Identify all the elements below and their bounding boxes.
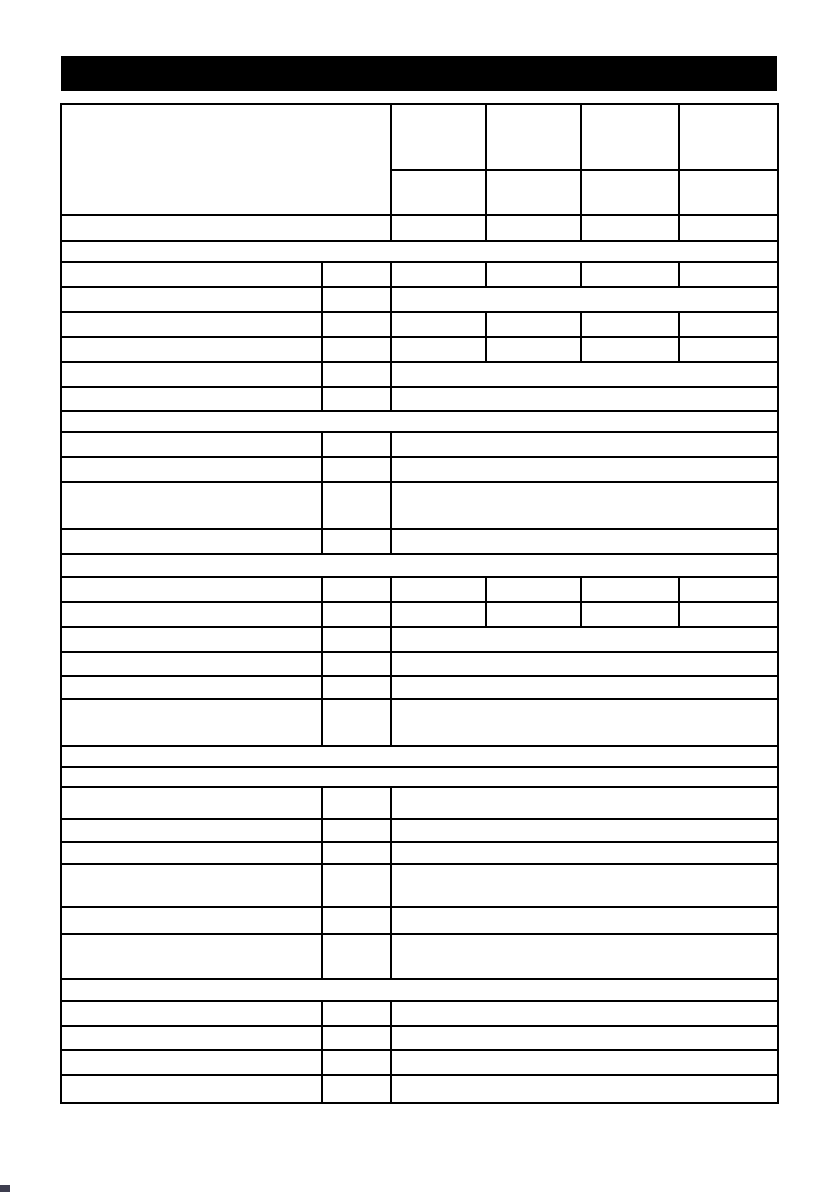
code-cell [323, 865, 392, 906]
header-col-cell [487, 105, 582, 169]
value-span-cell [392, 458, 777, 481]
table-row [62, 603, 777, 628]
code-cell [323, 388, 392, 410]
table-row [62, 1076, 777, 1102]
table-row [62, 338, 777, 363]
section-band-row [62, 768, 777, 788]
table-row [62, 820, 777, 843]
code-cell [323, 935, 392, 978]
label-cell [62, 1051, 323, 1074]
code-cell [323, 843, 392, 863]
code-cell [323, 628, 392, 651]
value-cell [392, 263, 487, 286]
title-bar [61, 56, 777, 91]
value-span-cell [392, 788, 777, 818]
label-cell [62, 388, 323, 410]
value-span-cell [392, 843, 777, 863]
table-row [62, 843, 777, 865]
value-span-cell [392, 288, 777, 311]
header-col-cell [680, 105, 777, 169]
label-cell [62, 865, 323, 906]
label-cell [62, 530, 323, 553]
value-cell [680, 338, 777, 361]
value-span-cell [392, 1027, 777, 1049]
value-cell [680, 216, 777, 240]
table-row [62, 263, 777, 288]
value-span-cell [392, 935, 777, 978]
table-header-row [62, 105, 777, 216]
code-cell [323, 313, 392, 336]
label-cell [62, 908, 323, 933]
code-cell [323, 433, 392, 456]
label-cell [62, 363, 323, 386]
label-cell [62, 483, 323, 528]
value-span-cell [392, 1076, 777, 1102]
value-span-cell [392, 483, 777, 528]
value-cell [582, 338, 680, 361]
section-band-row [62, 747, 777, 768]
header-col-cell [392, 105, 487, 169]
code-cell [323, 458, 392, 481]
table-row [62, 1002, 777, 1027]
label-cell [62, 433, 323, 456]
value-cell [487, 578, 582, 601]
value-cell [487, 216, 582, 240]
value-cell [392, 313, 487, 336]
code-cell [323, 603, 392, 626]
code-cell [323, 363, 392, 386]
value-span-cell [392, 388, 777, 410]
table-row [62, 1051, 777, 1076]
header-subrow [392, 105, 777, 171]
value-cell [680, 263, 777, 286]
table-row [62, 628, 777, 653]
table-row [62, 458, 777, 483]
table-row [62, 935, 777, 980]
value-span-cell [392, 653, 777, 675]
value-span-cell [392, 1051, 777, 1074]
value-cell [392, 578, 487, 601]
spec-table [60, 103, 779, 1104]
header-col-cell [392, 171, 487, 214]
header-col-cell [487, 171, 582, 214]
value-cell [392, 216, 487, 240]
table-row [62, 313, 777, 338]
code-cell [323, 338, 392, 361]
label-cell [62, 1002, 323, 1025]
value-cell [582, 313, 680, 336]
table-row [62, 288, 777, 313]
code-cell [323, 1051, 392, 1074]
code-cell [323, 1027, 392, 1049]
label-cell [62, 313, 323, 336]
value-cell [487, 338, 582, 361]
code-cell [323, 653, 392, 675]
table-row [62, 216, 777, 242]
label-cell [62, 700, 323, 745]
value-span-cell [392, 363, 777, 386]
section-band-row [62, 555, 777, 578]
label-cell [62, 263, 323, 286]
table-row [62, 388, 777, 412]
header-columns-group [392, 105, 777, 214]
code-cell [323, 1002, 392, 1025]
value-cell [487, 603, 582, 626]
value-cell [582, 603, 680, 626]
code-cell [323, 788, 392, 818]
value-span-cell [392, 433, 777, 456]
table-row [62, 865, 777, 908]
value-cell [582, 216, 680, 240]
label-cell [62, 338, 323, 361]
value-span-cell [392, 865, 777, 906]
table-row [62, 788, 777, 820]
section-band-row [62, 242, 777, 263]
header-col-cell [680, 171, 777, 214]
table-row [62, 363, 777, 388]
label-cell [62, 820, 323, 841]
code-cell [323, 578, 392, 601]
value-cell [680, 603, 777, 626]
label-cell [62, 843, 323, 863]
value-cell [392, 603, 487, 626]
value-cell [487, 313, 582, 336]
value-span-cell [392, 908, 777, 933]
table-row [62, 433, 777, 458]
header-subrow [392, 171, 777, 214]
value-span-cell [392, 700, 777, 745]
label-cell [62, 653, 323, 675]
code-cell [323, 820, 392, 841]
header-title-cell [62, 105, 392, 214]
table-row [62, 677, 777, 700]
value-span-cell [392, 1002, 777, 1025]
label-cell [62, 1076, 323, 1102]
value-cell [680, 578, 777, 601]
label-cell [62, 458, 323, 481]
value-cell [680, 313, 777, 336]
label-cell [62, 1027, 323, 1049]
table-row [62, 908, 777, 935]
label-cell [62, 603, 323, 626]
code-cell [323, 700, 392, 745]
code-cell [323, 288, 392, 311]
label-cell [62, 628, 323, 651]
section-band-row [62, 412, 777, 433]
table-row [62, 483, 777, 530]
table-row [62, 653, 777, 677]
section-band-row [62, 980, 777, 1002]
code-cell [323, 908, 392, 933]
table-row [62, 1027, 777, 1051]
table-row [62, 700, 777, 747]
value-span-cell [392, 820, 777, 841]
value-span-cell [392, 677, 777, 698]
code-cell [323, 677, 392, 698]
value-span-cell [392, 530, 777, 553]
label-cell [62, 788, 323, 818]
value-span-cell [392, 628, 777, 651]
header-col-cell [582, 171, 680, 214]
value-cell [582, 263, 680, 286]
label-cell [62, 578, 323, 601]
code-cell [323, 1076, 392, 1102]
table-row [62, 530, 777, 555]
label-cell [62, 288, 323, 311]
value-cell [582, 578, 680, 601]
code-cell [323, 530, 392, 553]
label-wide-cell [62, 216, 392, 240]
table-row [62, 578, 777, 603]
value-cell [392, 338, 487, 361]
header-col-cell [582, 105, 680, 169]
label-cell [62, 935, 323, 978]
code-cell [323, 483, 392, 528]
value-cell [487, 263, 582, 286]
label-cell [62, 677, 323, 698]
code-cell [323, 263, 392, 286]
page-corner-artifact [0, 1185, 10, 1192]
